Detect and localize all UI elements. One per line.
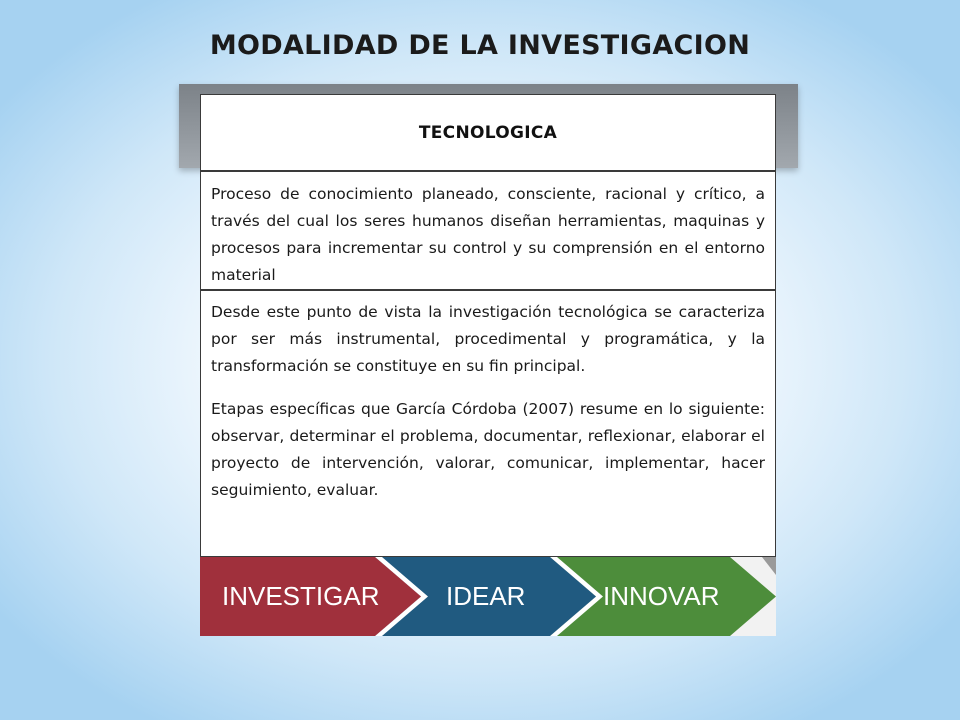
definition-box (200, 171, 776, 290)
definition-text: Proceso de conocimiento planeado, consciente, racional y crítico, a través del cual los seres humanos diseñan herramientas, maquinas y procesos para incrementar su control y su comprensión en el entorno material (211, 185, 765, 284)
process-banner (200, 557, 776, 636)
description-box (200, 290, 776, 557)
idear-label: IDEAR (446, 581, 526, 611)
slide-title: MODALIDAD DE LA INVESTIGACION (209, 30, 751, 61)
innovar-label: INNOVAR (603, 581, 720, 611)
description-paragraph-2: Etapas específicas que García Córdoba (2007) resume en lo siguiente: observar, determinar el problema, documentar, reflexionar, elaborar el proyecto de intervención, valorar, comunicar, implementar, hacer seguimiento, evaluar. (211, 400, 765, 499)
investigar-label: INVESTIGAR (222, 581, 380, 611)
heading-text: TECNOLOGICA (418, 122, 558, 143)
heading-box (200, 94, 776, 171)
description-paragraph-1: Desde este punto de vista la investigación tecnológica se caracteriza por ser más instrumental, procedimental y programática, y la transformación se constituye en su fin principal. (211, 303, 765, 375)
